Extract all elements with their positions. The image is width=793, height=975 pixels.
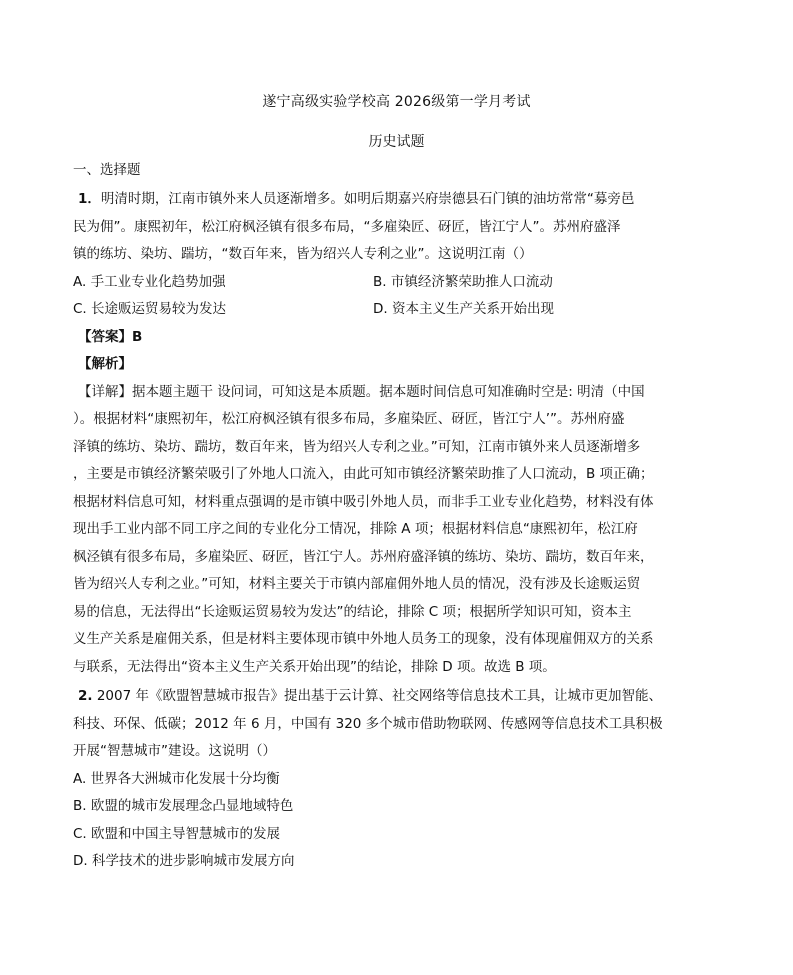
analysis-label: 【解析】 — [78, 356, 132, 372]
analysis-line: ，主要是市镇经济繁荣吸引了外地人口流入，由此可知市镇经济繁荣助推了人口流动，B 项正确； — [73, 466, 654, 482]
analysis-line: 【详解】据本题主题干 设问词，可知这是本质题。据本题时间信息可知准确时空是: 明清（中国 — [78, 383, 645, 400]
question-number: 2. — [78, 688, 93, 704]
option-a: A. 手工业专业化趋势加强 — [73, 273, 226, 290]
question-1-stem-line-2: 民为佣”。康熙初年，松江府枫泾镇有很多布局，“多雇染匠、砑匠，皆江宁人”。苏州府盛泽 — [73, 218, 621, 235]
option-b: B. 欧盟的城市发展理念凸显地域特色 — [73, 798, 294, 814]
analysis-line: 现出手工业内部不同工序之间的专业化分工情况，排除 A 项；根据材料信息“康熙初年，松江府 — [73, 521, 638, 537]
question-1-options-row-2 — [73, 296, 673, 324]
analysis-line: 根据材料信息可知，材料重点强调的是市镇中吸引外地人员，而非手工业专业化趋势，材料没有体 — [73, 493, 654, 510]
option-c: C. 欧盟和中国主导智慧城市的发展 — [73, 825, 281, 842]
question-number: 1． — [78, 191, 101, 207]
analysis-line: 枫泾镇有很多布局，多雇染匠、砑匠，皆江宁人。苏州府盛泽镇的练坊、染坊、踹坊，数百年来， — [73, 548, 654, 565]
analysis-line: 泽镇的练坊、染坊、踹坊，数百年来，皆为绍兴人专利之业。”可知，江南市镇外来人员逐渐增多 — [73, 438, 641, 455]
question-1 — [73, 186, 673, 681]
analysis-line: 义生产关系是雇佣关系，但是材料主要体现市镇中外地人员务工的现象，没有体现雇佣双方的关系 — [73, 631, 654, 647]
question-1-options-row-1 — [73, 269, 673, 297]
analysis-line: 与联系，无法得出“资本主义生产关系开始出现”的结论，排除 D 项。故选 B 项。 — [73, 658, 556, 675]
analysis-line: 易的信息，无法得出“长途贩运贸易较为发达”的结论，排除 C 项；根据所学知识可知，资本主 — [73, 603, 632, 620]
option-a: A. 世界各大洲城市化发展十分均衡 — [73, 770, 280, 787]
option-d: D. 资本主义生产关系开始出现 — [373, 301, 554, 317]
exam-title: 遂宁高级实验学校高 2026级第一学月考试 — [262, 94, 531, 110]
option-d: D. 科学技术的进步影响城市发展方向 — [73, 853, 295, 869]
answer-label: 【答案】B — [78, 328, 143, 345]
option-b: B. 市镇经济繁荣助推人口流动 — [373, 273, 553, 290]
question-2-stem-line-3: 开展“智慧城市”建设。这说明（） — [73, 743, 276, 759]
analysis-line: ）。根据材料“康熙初年，松江府枫泾镇有很多布局，多雇染匠、砑匠，皆江宁人’”。苏州府盛 — [73, 411, 625, 427]
question-2-stem-line-1: 2. 2007 年《欧盟智慧城市报告》提出基于云计算、社交网络等信息技术工具，让城市更加智能、 — [78, 688, 662, 704]
question-2-stem-line-2: 科技、环保、低碳；2012 年 6 月，中国有 320 多个城市借助物联网、传感网等信息技术工具积极 — [73, 715, 663, 732]
question-1-stem-line-1: 1．明清时期，江南市镇外来人员逐渐增多。如明后期嘉兴府崇德县石门镇的油坊常常“募旁邑 — [78, 191, 635, 207]
analysis-text — [73, 379, 673, 682]
question-2 — [73, 683, 673, 876]
option-c: C. 长途贩运贸易较为发达 — [73, 301, 227, 317]
analysis-line: 皆为绍兴人专利之业。”可知，材料主要关于市镇内部雇佣外地人员的情况，没有涉及长途贩运贸 — [73, 576, 641, 592]
exam-content — [73, 158, 673, 876]
section-heading: 一、选择题 — [73, 162, 141, 178]
question-1-stem-line-3: 镇的练坊、染坊、踹坊，“数百年来，皆为绍兴人专利之业”。这说明江南（） — [73, 246, 533, 262]
exam-subtitle: 历史试题 — [368, 134, 425, 150]
